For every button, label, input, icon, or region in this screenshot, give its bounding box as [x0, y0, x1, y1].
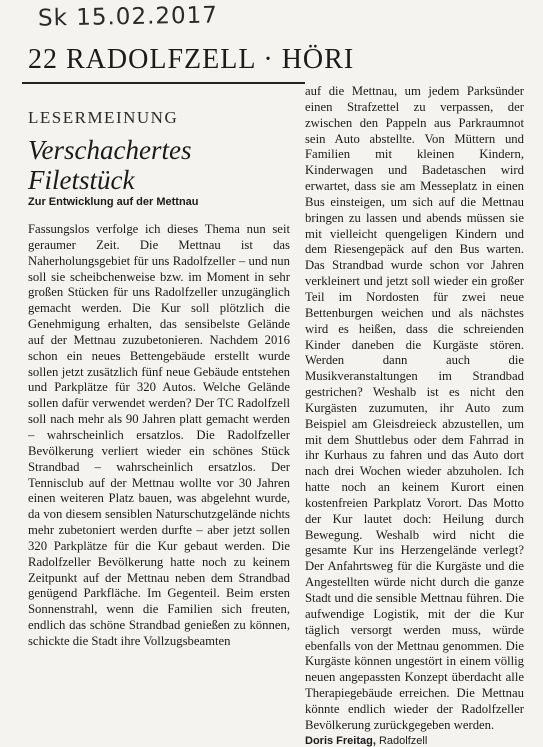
- article-left-column: [28, 222, 290, 650]
- article-subhead: Zur Entwicklung auf der Mettnau: [28, 196, 199, 208]
- article-kicker: LESERMEINUNG: [28, 108, 179, 127]
- author-place: Radolfzell: [378, 734, 428, 747]
- right-column-text: auf die Mettnau, um jedem Parksünder einen Strafzettel zu verpassen, der zwischen den Pappeln aus Parkraumnot sein Auto abstellte. Von Müttern und Familien mit kleinen Kindern, Kinderwagen und Badetaschen wird erwartet, dass sie am Messeplatz in einen Bus einsteigen, um sich auf die Mettnau bringen zu lassen und abends müssen sie mit vielleicht quengeligen Kindern und dem Riesengepäck auf den Bus warten. Das Strandbad wurde schon vor Jahren verkleinert und jetzt soll wieder ein großer Teil im Nordosten für zwei neue Bettenburgen weichen und als nächstes wird es heißen, dass die schreienden Kinder daneben die Kurgäste stören. Werden dann auch die Musikveranstaltungen im Strandbad gestrichen? Weshalb ist es nicht den Kurgästen zuzumuten, ihr Auto zum Beispiel am Gleisdreieck abzustellen, um mit dem Shuttlebus oder dem Fahrrad in ihr Kurhaus zu fahren und das Auto dort nach drei Wochen wieder abzuholen. Ich hatte noch an keinem Kurort einen kostenfreien Parkplatz Vorort. Das Motto der Kur lautet doch: Heilung durch Bewegung. Weshalb wird nicht die gesamte Kur ins Herzengelände verlegt? Der Anfahrtsweg für die Kurgäste und die Angestellten würde nicht durch die ganze Stadt und die sensible Mettnau führen. Die aufwendige Logistik, mit der die Kur täglich versorgt werden muss, würde ebenfalls von der Mettnau genommen. Die Kurgäste können ungestört in einem völlig neuen angepassten Konzept überdacht alle Therapiegebäude erreichen. Die Mettnau könnte endlich wieder der Radolfzeller Bevölkerung zurückgegeben werden.: [305, 84, 524, 732]
- header-rule: [22, 82, 305, 84]
- left-column-text: Fassungslos verfolge ich dieses Thema nun seit geraumer Zeit. Die Mettnau ist das Naherholungsgebiet für uns Radolfzeller – und nun soll sie scheibchenweise bzw. im Moment in sehr großen Stücken für uns Radolfzeller unzugänglich gemacht werden. Die Kur soll plötzlich die Genehmigung erhalten, das sensibelste Gelände auf der Mettnau zuzubetonieren. Nachdem 2016 schon ein neues Bettengebäude erstellt wurde sollen jetzt zusätzlich fünf neue Gebäude entstehen und Parkplätze für 320 Autos. Welche Gelände sollen dafür verwendet werden? Der TC Radolfzell soll nach mehr als 90 Jahren platt gemacht werden – wahrscheinlich ersatzlos. Die Radolfzeller Bevölkerung verliert wieder ein schönes Stück Strandbad – wahrscheinlich ersatzlos. Der Tennisclub auf der Mettnau wollte vor 30 Jahren einen weiteren Platz bauen, was abgelehnt wurde, da von diesem sensiblen Naturschutzgelände nichts mehr zubetoniert werden durfte – aber jetzt sollen 320 Parkplätze für die Kur gebaut werden. Die Radolfzeller Bevölkerung hatte noch zu keinem Zeitpunkt auf der Mettnau neben dem Strandbad genügend Parkfläche. Im Gegenteil. Beim ersten Sonnenstrahl, wenn die Familien sich freuten, endlich das schöne Strandbad genießen zu können, schickte die Stadt ihre Vollzugsbeamten: [28, 222, 290, 648]
- author-name: Doris Freitag,: [305, 734, 376, 747]
- author-line: [305, 735, 524, 747]
- section-header: 22 RADOLFZELL · HÖRI: [28, 44, 355, 75]
- article-right-column: [305, 84, 524, 747]
- handwritten-date-note: Sk 15.02.2017: [37, 2, 219, 32]
- article-headline: [28, 135, 258, 195]
- headline-text: Verschachertes Filetstück: [28, 135, 192, 195]
